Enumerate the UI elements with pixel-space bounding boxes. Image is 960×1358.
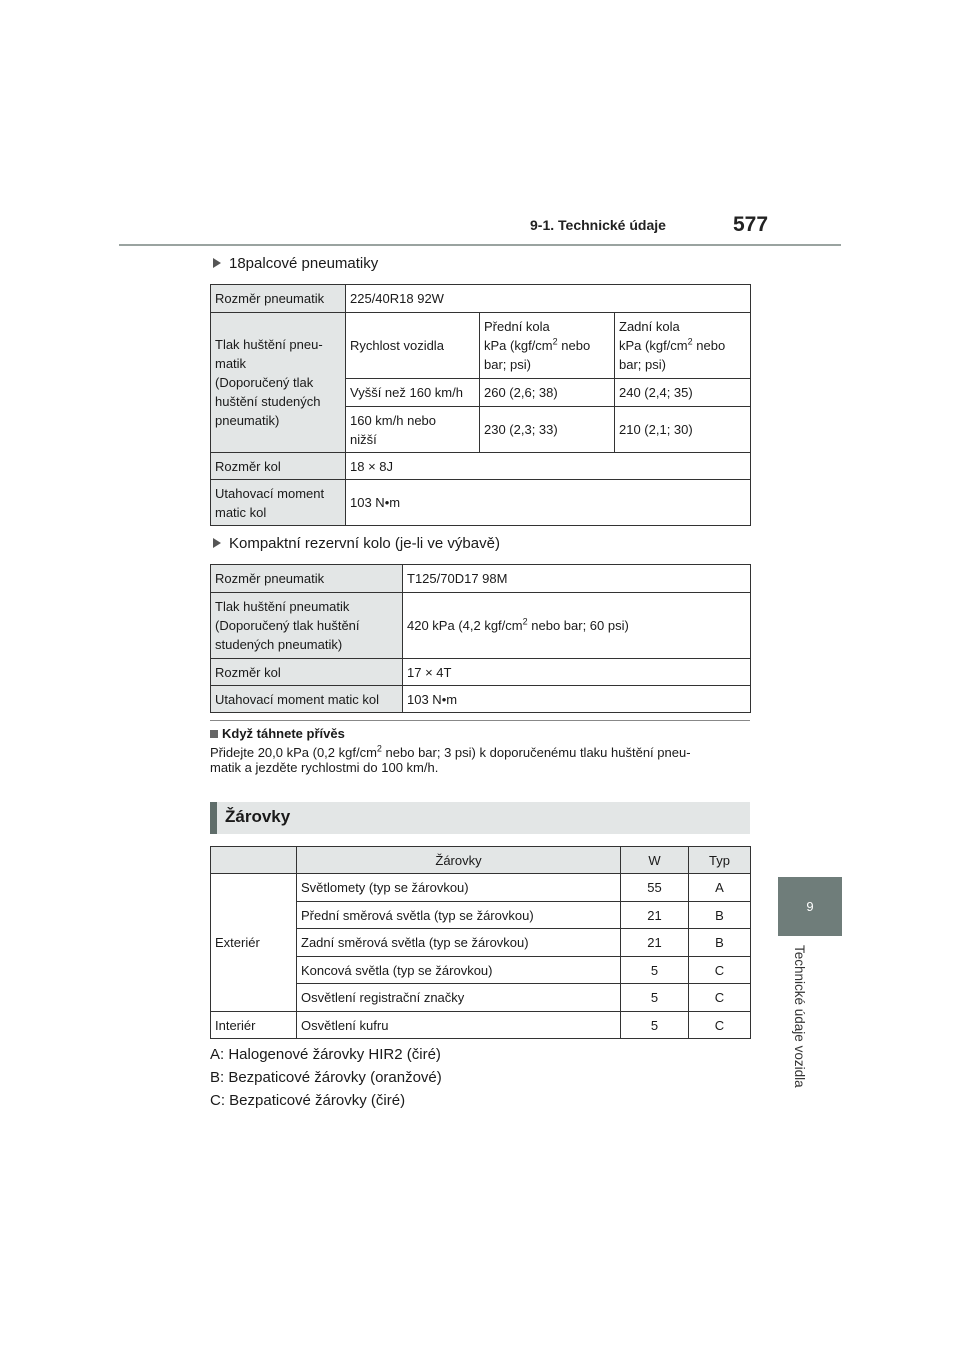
text-line: huštění studených	[215, 394, 321, 409]
text-line: Přidejte 20,0 kPa (0,2 kgf/$cm^2$ nebo bar; 3 psi) k doporučenému tlaku huštění pneu-	[210, 743, 691, 760]
table-row	[211, 659, 751, 686]
text-line: (Doporučený tlak huštění	[215, 618, 360, 633]
text-line: matic kol	[215, 504, 267, 520]
bulb-type: B	[689, 902, 751, 929]
interior-label: Interiér	[211, 1012, 297, 1039]
tires18-wheel-value: 18 × 8J	[346, 453, 751, 480]
tires18-torque-value: 103 N•m	[346, 480, 751, 526]
text-line: Tlak huštění pneumatik	[215, 599, 350, 614]
column-header-bulbs: Žárovky	[297, 847, 621, 874]
exterior-label: Exteriér	[211, 874, 297, 1012]
trailer-note-heading	[210, 726, 345, 741]
table-cell	[346, 407, 480, 453]
legend-item: C: Bezpaticové žárovky (čiré)	[210, 1092, 406, 1109]
column-header-w: W	[621, 847, 689, 874]
bulb-type: C	[689, 1012, 751, 1039]
text-line: kPa ($kgf/cm^2$ nebo	[619, 336, 726, 353]
tires18-heading	[213, 255, 378, 272]
tires18-torque-label	[211, 480, 346, 526]
bulb-watts: 5	[621, 984, 689, 1012]
tires18-wheel-label: Rozměr kol	[211, 453, 346, 480]
table-row	[211, 593, 751, 659]
text-line: (Doporučený tlak	[215, 375, 314, 390]
text-line: 160 km/h nebo	[350, 412, 437, 428]
header-divider	[119, 244, 841, 246]
bulb-type: C	[689, 984, 751, 1012]
bulb-name: Přední směrová světla (typ se žárovkou)	[297, 902, 621, 929]
table-cell: 240 (2,4; 35)	[615, 379, 751, 407]
spare-heading	[213, 535, 500, 552]
bulb-type: A	[689, 874, 751, 902]
tires18-front-header	[480, 313, 615, 379]
page-number: 577	[733, 213, 769, 236]
text-line: Přední kola	[484, 319, 550, 334]
spare-table	[210, 564, 751, 713]
table-row	[211, 686, 751, 713]
text-line: kPa ($kgf/cm^2$ nebo	[484, 336, 591, 353]
bulb-watts: 21	[621, 929, 689, 957]
tires18-size-label: Rozměr pneumatik	[211, 285, 346, 313]
bulb-watts: 5	[621, 1012, 689, 1039]
table-row	[211, 874, 751, 902]
trailer-note-body	[210, 745, 755, 775]
trailer-note-heading-text: Když táhnete přívěs	[222, 726, 345, 741]
bulb-watts: 5	[621, 957, 689, 984]
tires18-heading-text: 18palcové pneumatiky	[229, 255, 379, 272]
column-header-type: Typ	[689, 847, 751, 874]
spare-wheel-value: 17 × 4T	[403, 659, 751, 686]
bulb-watts: 55	[621, 874, 689, 902]
section-title: 9-1. Technické údaje	[530, 217, 666, 233]
table-cell: 230 (2,3; 33)	[480, 407, 615, 453]
table-row	[211, 480, 751, 526]
bulb-name: Koncová světla (typ se žárovkou)	[297, 957, 621, 984]
spare-size-label: Rozměr pneumatik	[211, 565, 403, 593]
triangle-bullet-icon	[213, 258, 221, 268]
spare-heading-text: Kompaktní rezervní kolo (je-li ve výbavě)	[229, 535, 500, 552]
text-line: Utahovací moment	[215, 485, 325, 501]
spare-torque-label: Utahovací moment matic kol	[211, 686, 403, 713]
text-line: studených pneumatik)	[215, 637, 343, 652]
table-row	[211, 453, 751, 480]
tires18-table	[210, 284, 751, 526]
table-cell: 260 (2,6; 38)	[480, 379, 615, 407]
table-cell: Vyšší než 160 km/h	[346, 379, 480, 407]
legend-item: B: Bezpaticové žárovky (oranžové)	[210, 1069, 442, 1086]
text-line: matik a jezděte rychlostmi do 100 km/h.	[210, 760, 439, 775]
table-row	[211, 565, 751, 593]
table-row	[211, 285, 751, 313]
text-line: bar; psi)	[484, 357, 531, 372]
text-line: Tlak huštění pneu-	[215, 337, 323, 352]
triangle-bullet-icon	[213, 538, 221, 548]
legend-item: A: Halogenové žárovky HIR2 (čiré)	[210, 1046, 441, 1063]
bulb-name: Osvětlení registrační značky	[297, 984, 621, 1012]
bulb-name: Osvětlení kufru	[297, 1012, 621, 1039]
note-divider	[210, 720, 750, 721]
spare-pressure-label	[211, 593, 403, 659]
bulb-name: Světlomety (typ se žárovkou)	[297, 874, 621, 902]
bulbs-section-title: Žárovky	[225, 807, 291, 826]
spare-wheel-label: Rozměr kol	[211, 659, 403, 686]
text-line: bar; psi)	[619, 357, 666, 372]
square-bullet-icon	[210, 730, 218, 738]
text-line: nižší	[350, 431, 377, 447]
text-line: matik	[215, 356, 247, 371]
tires18-rear-header	[615, 313, 751, 379]
bulb-name: Zadní směrová světla (typ se žárovkou)	[297, 929, 621, 957]
chapter-side-label-text: Technické údaje vozidla	[792, 945, 807, 1088]
table-row	[211, 847, 751, 874]
bulb-type: C	[689, 957, 751, 984]
chapter-side-label	[786, 945, 808, 1115]
chapter-tab	[778, 877, 842, 936]
text-line: Zadní kola	[619, 319, 680, 334]
bulbs-table	[210, 846, 751, 1039]
text-line: pneumatik)	[215, 413, 280, 428]
chapter-number: 9	[806, 899, 814, 914]
table-cell: 210 (2,1; 30)	[615, 407, 751, 453]
bulb-watts: 21	[621, 902, 689, 929]
tires18-size-value: 225/40R18 92W	[346, 285, 751, 313]
tires18-pressure-label	[211, 313, 346, 453]
table-row	[211, 1012, 751, 1039]
spare-size-value: T125/70D17 98M	[403, 565, 751, 593]
spare-torque-value: 103 N•m	[403, 686, 751, 713]
table-row	[211, 313, 751, 379]
spare-pressure-value: 420 kPa (4,2 kgf/$cm^2$ nebo bar; 60 psi)	[403, 593, 751, 659]
table-cell	[211, 847, 297, 874]
bulbs-section-banner	[210, 802, 750, 834]
bulb-type: B	[689, 929, 751, 957]
tires18-speed-header: Rychlost vozidla	[346, 313, 480, 379]
